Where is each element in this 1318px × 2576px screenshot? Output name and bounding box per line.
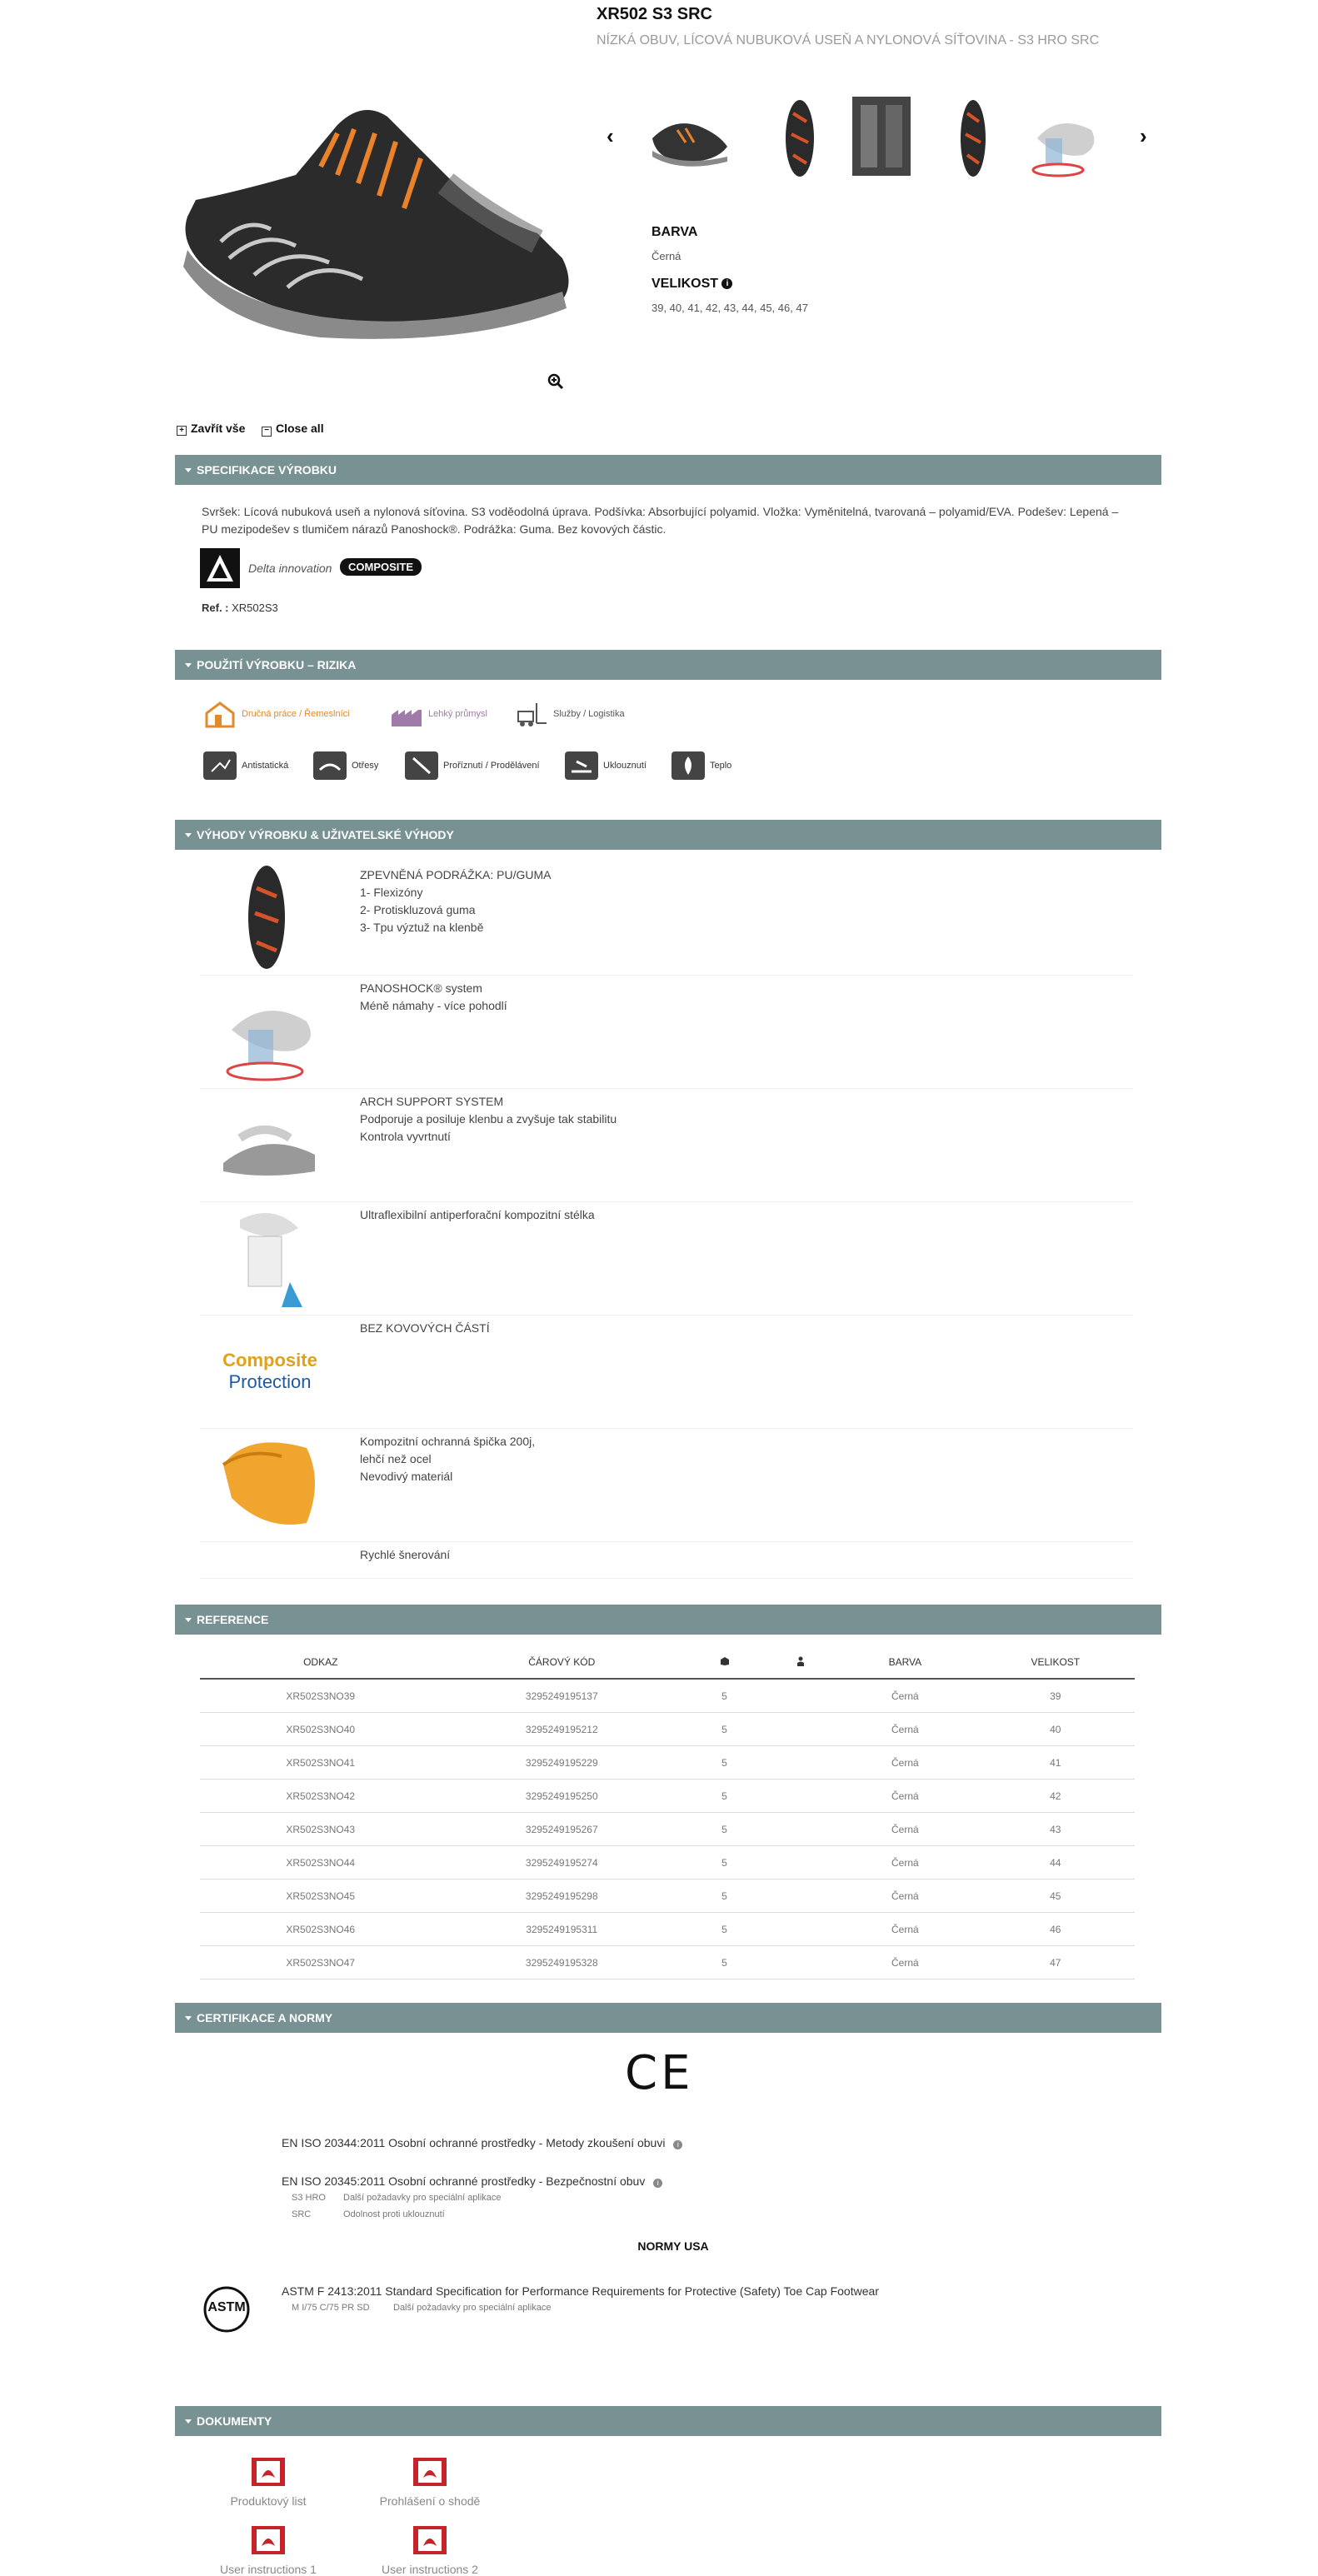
caret-down-icon (185, 2419, 192, 2424)
norm-sub (292, 2209, 445, 2219)
box-icon (720, 1656, 730, 1666)
table-cell: 47 (976, 1946, 1135, 1979)
column-header: BARVA (834, 1646, 976, 1679)
document-link[interactable] (185, 2524, 352, 2576)
size-value: 39, 40, 41, 42, 43, 44, 45, 46, 47 (652, 302, 808, 314)
column-header: ČÁROVÝ KÓD (442, 1646, 683, 1679)
table-row (200, 1880, 1135, 1913)
table-cell: Černá (834, 1846, 976, 1880)
astm-norm: ASTM F 2413:2011 Standard Specification for Performance Requirements for Protective (Safety) Toe Cap Footwear (282, 2284, 879, 2298)
astm-logo-text: ASTM (207, 2300, 246, 2314)
table-cell: 3295249195250 (442, 1780, 683, 1813)
table-cell (766, 1780, 834, 1813)
table-row (200, 1846, 1135, 1880)
column-header: ODKAZ (200, 1646, 442, 1679)
slip-icon (565, 751, 598, 780)
risk-label: Uklouznutí (603, 760, 647, 771)
norm-text: EN ISO 20345:2011 Osobní ochranné prostředky - Bezpečnostní obuv (282, 2174, 646, 2188)
table-cell: 39 (976, 1679, 1135, 1713)
benefit-row (200, 1088, 1133, 1202)
pdf-icon (412, 2524, 448, 2556)
puncture-icon (405, 751, 438, 780)
astm-sub-code: M I/75 C/75 PR SD (292, 2303, 370, 2313)
table-cell: 3295249195267 (442, 1813, 683, 1846)
norm-line (282, 2174, 662, 2188)
risk-label: Proříznutí / Prodělávení (443, 760, 540, 771)
table-row (200, 1913, 1135, 1946)
table-cell: 3295249195212 (442, 1713, 683, 1746)
norm-sub-desc: Další požadavky pro speciální aplikace (343, 2193, 502, 2203)
document-link[interactable] (185, 2456, 352, 2508)
table-cell: 5 (682, 1913, 766, 1946)
sole-image (242, 863, 292, 971)
sector-logistics (515, 700, 625, 728)
expand-all-button[interactable] (177, 422, 245, 436)
benefit-row (200, 858, 1133, 976)
table-cell: 44 (976, 1846, 1135, 1880)
sector-label: Služby / Logistika (553, 708, 625, 719)
shock-icon (313, 751, 347, 780)
ref-label: Ref. : (202, 602, 229, 614)
benefit-row (200, 1541, 1133, 1579)
table-cell (766, 1913, 834, 1946)
table-cell (766, 1880, 834, 1913)
section-header-usage[interactable] (175, 650, 1161, 680)
toecap-image (215, 1431, 323, 1535)
table-cell: XR502S3NO43 (200, 1813, 442, 1846)
table-cell: XR502S3NO42 (200, 1780, 442, 1813)
table-cell: Černá (834, 1913, 976, 1946)
norm-sub (292, 2193, 502, 2203)
size-label-text: VELIKOST (652, 277, 719, 291)
table-cell: 5 (682, 1880, 766, 1913)
caret-down-icon (185, 2016, 192, 2020)
thumbnail-4[interactable] (940, 97, 1006, 180)
thumb-prev-icon[interactable]: ‹ (607, 123, 614, 148)
table-cell: XR502S3NO41 (200, 1746, 442, 1780)
thumbnail-2[interactable] (766, 97, 833, 180)
info-icon[interactable]: i (653, 2179, 662, 2188)
table-cell: XR502S3NO47 (200, 1946, 442, 1979)
table-cell: 40 (976, 1713, 1135, 1746)
panoshock-image (215, 980, 323, 1083)
table-cell: 5 (682, 1946, 766, 1979)
table-cell: XR502S3NO40 (200, 1713, 442, 1746)
composite-logo-line1: Composite (222, 1350, 317, 1370)
table-cell: Černá (834, 1746, 976, 1780)
section-header-certs[interactable] (175, 2003, 1161, 2033)
risk-antistatic (203, 751, 288, 780)
composite-protection-logo (218, 1350, 322, 1393)
thumb-next-icon[interactable]: › (1140, 123, 1147, 148)
section-title-certs: CERTIFIKACE A NORMY (197, 2011, 333, 2024)
table-row (200, 1713, 1135, 1746)
norm-sub-code: S3 HRO (292, 2193, 326, 2203)
thumbnail-3[interactable] (848, 97, 915, 180)
section-header-reference[interactable] (175, 1605, 1161, 1635)
section-title-reference: REFERENCE (197, 1613, 269, 1626)
risk-label: Teplo (710, 760, 732, 771)
table-cell: 3295249195274 (442, 1846, 683, 1880)
arch-support-image (215, 1105, 323, 1188)
table-cell (766, 1946, 834, 1979)
section-title-docs: DOKUMENTY (197, 2414, 272, 2428)
composite-badge: COMPOSITE (340, 558, 422, 576)
benefit-text: Kompozitní ochranná špička 200j, lehčí než ocel Nevodivý materiál (360, 1435, 536, 1483)
benefit-row (200, 1428, 1133, 1542)
document-label: User instructions 1 (220, 2563, 317, 2576)
info-icon[interactable]: i (673, 2140, 682, 2149)
table-cell: 41 (976, 1746, 1135, 1780)
table-cell (766, 1679, 834, 1713)
table-cell: 5 (682, 1846, 766, 1880)
table-cell: 5 (682, 1813, 766, 1846)
section-title-usage: POUŽITÍ VÝROBKU – RIZIKA (197, 658, 357, 671)
table-cell: XR502S3NO46 (200, 1913, 442, 1946)
zoom-icon[interactable] (547, 373, 564, 390)
table-cell (766, 1713, 834, 1746)
benefit-text: PANOSHOCK® system Méně námahy - více pohodlí (360, 981, 507, 1012)
table-cell: 5 (682, 1746, 766, 1780)
size-label (652, 277, 732, 292)
table-row (200, 1946, 1135, 1979)
column-header-pack-icon (682, 1646, 766, 1679)
benefit-text: Rychlé šnerování (360, 1548, 451, 1561)
table-cell: 43 (976, 1813, 1135, 1846)
caret-down-icon (185, 663, 192, 667)
table-cell (766, 1813, 834, 1846)
benefit-text: ZPEVNĚNÁ PODRÁŽKA: PU/GUMA 1- Flexizóny 2- Protiskluzová guma 3- Tpu výztuž na klenbě (360, 868, 552, 934)
table-cell: 42 (976, 1780, 1135, 1813)
spec-description: Svršek: Lícová nubuková useň a nylonová síťovina. S3 voděodolná úprava. Podšívka: Absorbující polyamid. Vložka: Vyměnitelná, tvarovaná – polyamid/EVA. Podešev: Lepená – PU mezipodešev s tlumičem nárazů Panoshock®. Podrážka: Guma. Bez kovových částic. (202, 505, 1119, 536)
sector-light-industry (390, 700, 487, 728)
house-icon (203, 700, 237, 728)
table-cell: 5 (682, 1713, 766, 1746)
table-cell (766, 1846, 834, 1880)
person-icon (796, 1656, 805, 1666)
expand-all-label: Zavřít vše (191, 422, 246, 435)
risk-label: Antistatická (242, 760, 289, 771)
benefit-row (200, 1315, 1133, 1429)
table-cell: 3295249195229 (442, 1746, 683, 1780)
color-value: Černá (652, 250, 681, 262)
section-header-benefits[interactable] (175, 820, 1161, 850)
column-header-person-icon (766, 1646, 834, 1679)
table-cell: Černá (834, 1713, 976, 1746)
table-cell: XR502S3NO45 (200, 1880, 442, 1913)
table-cell: 3295249195137 (442, 1679, 683, 1713)
benefit-row (200, 1201, 1133, 1315)
astm-sub-desc: Další požadavky pro speciální aplikace (393, 2303, 552, 2313)
forklift-icon (515, 700, 548, 728)
composite-logo-line2: Protection (228, 1371, 312, 1392)
table-cell: 5 (682, 1780, 766, 1813)
caret-down-icon (185, 468, 192, 472)
table-cell: Černá (834, 1679, 976, 1713)
section-title-benefits: VÝHODY VÝROBKU & UŽIVATELSKÉ VÝHODY (197, 828, 454, 841)
factory-icon (390, 700, 423, 728)
benefit-text: ARCH SUPPORT SYSTEM Podporuje a posiluje klenbu a zvyšuje tak stabilitu Kontrola vyvrtnutí (360, 1095, 617, 1143)
antistatic-icon (203, 751, 237, 780)
benefit-text: BEZ KOVOVÝCH ČÁSTÍ (360, 1321, 490, 1335)
table-cell: Černá (834, 1946, 976, 1979)
delta-innovation-label: Delta innovation (248, 562, 332, 575)
column-header: VELIKOST (976, 1646, 1135, 1679)
table-cell: XR502S3NO44 (200, 1846, 442, 1880)
pdf-icon (412, 2456, 448, 2488)
plus-square-icon: + (177, 426, 187, 436)
table-cell: 46 (976, 1913, 1135, 1946)
document-label: Produktový list (230, 2494, 307, 2508)
table-cell: 3295249195328 (442, 1946, 683, 1979)
table-cell: Černá (834, 1780, 976, 1813)
table-row (200, 1746, 1135, 1780)
insole-image (223, 1203, 315, 1311)
minus-square-icon: − (262, 427, 272, 437)
benefit-text: Ultraflexibilní antiperforační kompozitní stélka (360, 1208, 595, 1221)
document-link[interactable] (347, 2456, 513, 2508)
section-header-docs[interactable] (175, 2406, 1161, 2436)
table-cell: 3295249195298 (442, 1880, 683, 1913)
table-cell: 45 (976, 1880, 1135, 1913)
table-cell (766, 1746, 834, 1780)
table-row (200, 1679, 1135, 1713)
document-label: Prohlášení o shodě (379, 2494, 481, 2508)
table-cell: 5 (682, 1679, 766, 1713)
delta-logo (200, 548, 240, 588)
table-row (200, 1813, 1135, 1846)
sector-craftsmen (203, 700, 350, 728)
table-cell: 3295249195311 (442, 1913, 683, 1946)
norm-line (282, 2136, 682, 2149)
usa-norms-title: NORMY USA (637, 2239, 709, 2253)
reference-table (200, 1646, 1135, 1979)
table-header-row (200, 1646, 1135, 1679)
risk-heat (671, 751, 731, 780)
caret-down-icon (185, 1618, 192, 1622)
section-header-spec[interactable] (175, 455, 1161, 485)
sector-label: Lehký průmysl (428, 708, 487, 719)
thumbnail-1[interactable] (648, 97, 715, 180)
section-title-spec: SPECIFIKACE VÝROBKU (197, 463, 337, 477)
risk-cut (405, 751, 540, 780)
risk-slip (565, 751, 647, 780)
risk-label: Otřesy (352, 760, 379, 771)
table-row (200, 1780, 1135, 1813)
pdf-icon (250, 2456, 287, 2488)
document-link[interactable] (347, 2524, 513, 2576)
caret-down-icon (185, 833, 192, 837)
norm-sub-desc: Odolnost proti uklouznutí (343, 2209, 445, 2219)
table-cell: Černá (834, 1880, 976, 1913)
ref-value: XR502S3 (232, 602, 278, 614)
table-cell: Černá (834, 1813, 976, 1846)
norm-sub-code: SRC (292, 2209, 312, 2219)
reference-line (202, 602, 278, 614)
product-main-image (171, 50, 579, 350)
close-all-button[interactable] (262, 422, 324, 437)
norm-text: EN ISO 20344:2011 Osobní ochranné prostředky - Metody zkoušení obuvi (282, 2136, 666, 2149)
close-all-label: Close all (276, 422, 324, 435)
heat-icon (671, 751, 705, 780)
info-icon[interactable]: i (721, 278, 732, 289)
astm-logo (202, 2286, 252, 2333)
product-title: XR502 S3 SRC (597, 5, 712, 23)
benefit-row (200, 975, 1133, 1089)
product-subtitle: NÍZKÁ OBUV, LÍCOVÁ NUBUKOVÁ USEŇ A NYLONOVÁ SÍŤOVINA - S3 HRO SRC (597, 33, 1100, 47)
ce-mark: CE (625, 2046, 694, 2100)
astm-sub (292, 2303, 552, 2313)
color-label: BARVA (652, 225, 698, 239)
table-cell: XR502S3NO39 (200, 1679, 442, 1713)
pdf-icon (250, 2524, 287, 2556)
risk-shocks (313, 751, 378, 780)
thumbnail-5[interactable] (1025, 97, 1091, 180)
document-label: User instructions 2 (382, 2563, 478, 2576)
sector-label: Dručná práce / Řemeslníci (242, 708, 350, 719)
